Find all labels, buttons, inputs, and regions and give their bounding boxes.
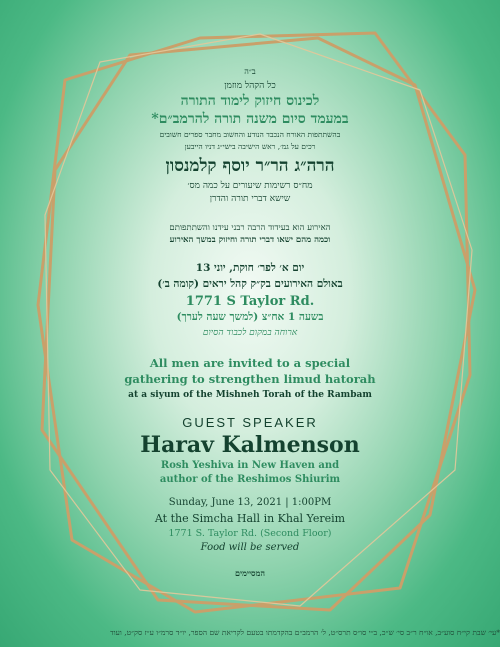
english-speaker-desc2: author of the Reshimos Shiurim bbox=[159, 474, 341, 485]
english-speaker-desc1: Rosh Yeshiva in New Haven and bbox=[160, 460, 340, 471]
hebrew-speaker-desc2: שישא דברי תורה והדרן bbox=[209, 194, 291, 204]
participation-line1: בהשתתפות האורח הנכבד הנודע והחשוב מחבר ספרים חשובים bbox=[159, 130, 341, 139]
hebrew-food: ארוחה במקום לכבוד הסיום bbox=[202, 328, 298, 338]
bh-header: ב״ה bbox=[244, 67, 256, 76]
english-invite-line3: at a siyum of the Mishneh Torah of the Rambam bbox=[128, 390, 372, 400]
sponsors-label: המסיימים bbox=[235, 568, 265, 578]
hebrew-address: 1771 S Taylor Rd. bbox=[185, 294, 315, 309]
hebrew-title-line1: לכינוס חיזוק לימוד התורה bbox=[180, 93, 320, 109]
hebrew-event-line2: וכמה מהם ישאו דברי תורה וחיזוק במשך האירוע bbox=[169, 235, 331, 245]
hebrew-time: בשעה 1 אח״צ (למשך שעה לערך) bbox=[176, 311, 324, 323]
hebrew-speaker-name: הרה״ג הר״ר יוסף קלמנסון bbox=[165, 156, 335, 176]
hebrew-title-line2: במעמד סיום משנה תורה להרמב״ם* bbox=[151, 111, 349, 127]
invited-line: כל הקהל מוזמן bbox=[224, 81, 276, 91]
hebrew-speaker-desc1: מח״ס רשימות שיעורים על כמה מס׳ bbox=[187, 181, 313, 191]
hebrew-date: יום א׳ לפר׳ חוקת, יוני 13 bbox=[195, 262, 305, 274]
english-invite-line1: All men are invited to a special bbox=[149, 356, 351, 370]
english-speaker-name: Harav Kalmenson bbox=[140, 432, 360, 458]
english-datetime: Sunday, June 13, 2021 | 1:00PM bbox=[168, 497, 332, 508]
hebrew-venue: באולם האירועים בק״ק קהל יראים (קומה ב׳) bbox=[157, 278, 343, 290]
english-food: Food will be served bbox=[200, 542, 300, 553]
hebrew-event-line1: האירוע הוא בעידוד הרבה רבני עידנו והשתתפותם bbox=[169, 223, 331, 233]
english-address: 1771 S. Taylor Rd. (Second Floor) bbox=[168, 528, 332, 539]
participation-line2: רכים על גמ׳, ראש הישיבה בישי״ג דניו הייבען bbox=[184, 142, 316, 151]
english-venue: At the Simcha Hall in Khal Yereim bbox=[154, 512, 346, 525]
hebrew-footnote: *עי׳ שבת קי״ח סוע״ב, או״ח ר״ב סי׳ ש״כ, ב״י סו״ס תרס״ט, ל׳ הרמב״ם בהקדמתו בטעם לקריאת שם הספר, יו״ד סרמ״ו ע״ז סק״ט, ועוד bbox=[110, 628, 500, 637]
english-invite-line2: gathering to strengthen limud hatorah bbox=[124, 372, 376, 386]
guest-speaker-label: GUEST SPEAKER bbox=[182, 415, 318, 430]
